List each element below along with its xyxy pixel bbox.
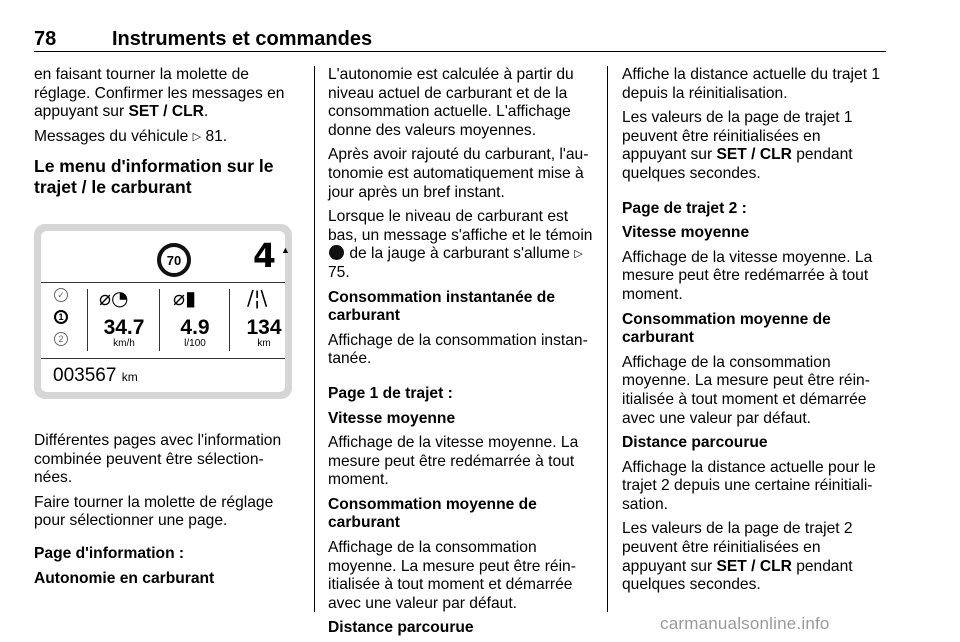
fuel-warning-light-icon: [329, 245, 344, 260]
display-screen: [41, 231, 290, 392]
odometer: 003567 km: [53, 365, 138, 386]
paragraph: Affichage la distance actuelle pour le trajet 2 depuis une certaine réinitiali- sation.: [622, 458, 876, 513]
page-title: Instruments et commandes: [112, 28, 373, 50]
paragraph: Faire tourner la molette de réglage pour sélectionner une page.: [34, 493, 274, 530]
distance-unit: km: [257, 338, 271, 349]
column-divider: [314, 66, 315, 612]
paragraph: Les valeurs de la page de trajet 2 peuvent être réinitialisées en appuyant sur SET / CLR pendant quelques secondes.: [622, 520, 853, 594]
section-heading: Le menu d'information sur le trajet / le carburant: [34, 156, 274, 198]
subheading: Distance parcourue: [622, 434, 768, 452]
trip-1-marker: 1: [54, 310, 68, 324]
avg-consumption-value: 4.9: [180, 316, 210, 339]
watermark: carmanualsonline.info: [660, 614, 830, 633]
subheading: Page d'information :: [34, 544, 185, 562]
subheading: Page 1 de trajet :: [328, 384, 453, 402]
paragraph: Affichage de la consommation moyenne. La mesure peut être réin- itialisée à tout moment et démarrée avec une valeur par défaut.: [622, 353, 870, 427]
speed-limit-sign-icon: 70: [157, 243, 191, 277]
paragraph: en faisant tourner la molette de réglage. Confirmer les messages en appuyant sur SET / CLR.: [34, 66, 285, 121]
set-clr-label: SET / CLR: [716, 557, 792, 575]
column-1-lower: [34, 432, 296, 594]
page-number: 78: [34, 28, 57, 50]
set-clr-label: SET / CLR: [128, 103, 204, 121]
paragraph: Lorsque le niveau de carburant est bas, un message s'affiche et le témoin de la jauge à carburant s'allume ▷ 75.: [328, 208, 593, 281]
paragraph: Après avoir rajouté du carburant, l'au- tonomie est automatiquement mise à jour après un bref instant.: [328, 146, 589, 201]
subheading: Consommation moyenne de carburant: [622, 310, 831, 347]
paragraph: Affichage de la consommation instan- tanée.: [328, 331, 588, 368]
set-clr-label: SET / CLR: [716, 146, 792, 164]
subheading: Autonomie en carburant: [34, 569, 215, 587]
divider: [41, 358, 285, 359]
cross-reference: Messages du véhicule ▷ 81.: [34, 127, 228, 145]
avg-speed-unit: km/h: [113, 338, 135, 349]
avg-speed-gauge-icon: ⌀◔: [99, 286, 129, 310]
subheading: Consommation moyenne de carburant: [328, 495, 537, 532]
avg-speed-value: 34.7: [103, 316, 145, 339]
paragraph: Affiche la distance actuelle du trajet 1 depuis la réinitialisation.: [622, 66, 881, 102]
paragraph: Affichage de la vitesse moyenne. La mesure peut être redémarrée à tout moment.: [328, 434, 579, 489]
paragraph: Différentes pages avec l'information combinée peuvent être sélection- nées.: [34, 432, 282, 487]
subheading: Distance parcourue: [328, 619, 474, 637]
odometer-unit: km: [121, 370, 138, 384]
paragraph: L'autonomie est calculée à partir du niveau actuel de carburant et de la consommation actuelle. L'affichage donne des valeurs moyennes.: [328, 66, 574, 139]
column-2: [328, 66, 594, 642]
divider: [87, 289, 88, 351]
subheading: Page de trajet 2 :: [622, 199, 747, 217]
page-header: [34, 28, 886, 52]
subheading: Vitesse moyenne: [622, 224, 750, 242]
road-distance-icon: /¦\: [247, 286, 268, 310]
column-divider: [607, 66, 608, 612]
subheading-block: [328, 385, 594, 428]
instrument-display-illustration: [34, 224, 292, 399]
column-1: [34, 66, 296, 198]
fuel-pump-icon: ⌀▮: [173, 286, 197, 310]
paragraph: Affichage de la consommation moyenne. La mesure peut être réin- itialisée à tout moment et démarrée avec une valeur par défaut.: [328, 539, 576, 612]
subheading-block: [622, 200, 886, 243]
paragraph: Les valeurs de la page de trajet 1 peuvent être réinitialisées en appuyant sur SET / CLR pendant quelques secondes.: [622, 109, 853, 182]
column-3: [622, 66, 886, 601]
divider: [229, 289, 230, 351]
trip-2-marker: 2: [54, 332, 68, 346]
reference-arrow-icon: ▷: [574, 248, 583, 261]
divider: [159, 289, 160, 351]
paragraph: Affichage de la vitesse moyenne. La mesure peut être redémarrée à tout moment.: [622, 248, 873, 303]
reference-arrow-icon: ▷: [192, 130, 202, 143]
trip-clock-icon: ✓: [54, 288, 68, 302]
shift-up-arrow-icon: ▲: [281, 245, 290, 255]
subheading: Consommation instantanée de carburant: [328, 288, 556, 325]
divider: [41, 282, 285, 283]
distance-value: 134: [246, 316, 282, 339]
subheading: Vitesse moyenne: [328, 409, 456, 427]
subheading-block: [34, 545, 296, 588]
avg-consumption-unit: l/100: [184, 338, 206, 349]
gear-indicator: 4: [253, 236, 276, 275]
